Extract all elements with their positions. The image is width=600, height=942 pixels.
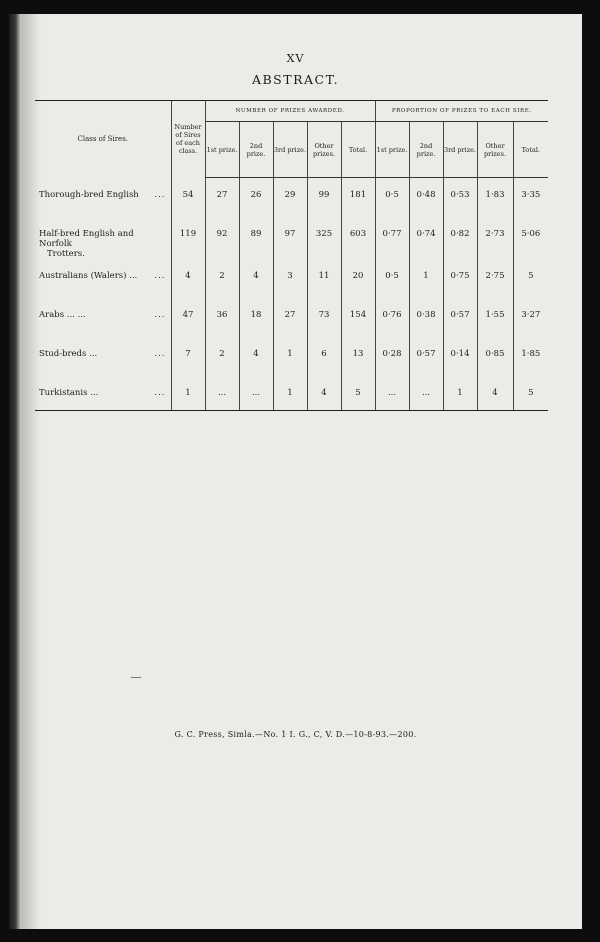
table-header-row: [35, 101, 548, 122]
document-page: [9, 14, 582, 929]
class-name: Arabs ... ...: [39, 310, 86, 320]
proportion-cell: 0·28: [375, 337, 409, 376]
proportion-cell: 1·85: [513, 337, 548, 376]
prize-count-cell: 29: [273, 178, 307, 218]
prize-count-cell: 27: [205, 178, 239, 218]
proportion-cell: 0·75: [443, 259, 477, 298]
class-name-cell: [35, 217, 171, 259]
header-number-of-sires: Number of Sires of each class.: [171, 101, 205, 178]
proportion-cell: 5: [513, 376, 548, 411]
proportion-cell: 1·83: [477, 178, 513, 218]
leader-dots: ...: [154, 388, 166, 398]
proportion-cell: 0·82: [443, 217, 477, 259]
prize-count-cell: 1: [273, 376, 307, 411]
prize-count-cell: 154: [341, 298, 375, 337]
prize-count-cell: 4: [307, 376, 341, 411]
prize-count-cell: 92: [205, 217, 239, 259]
subheader-cell: 1st prize.: [375, 122, 409, 178]
proportion-cell: ...: [409, 376, 443, 411]
binding-spine: [9, 14, 21, 929]
proportion-cell: 0·14: [443, 337, 477, 376]
prize-count-cell: 73: [307, 298, 341, 337]
page-speck: [131, 677, 141, 678]
proportion-cell: 3·35: [513, 178, 548, 218]
prize-count-cell: 26: [239, 178, 273, 218]
prize-count-cell: 99: [307, 178, 341, 218]
abstract-table: [35, 100, 548, 411]
class-name-cell: [35, 298, 171, 337]
proportion-cell: 5: [513, 259, 548, 298]
table-row: [35, 259, 548, 298]
subheader-cell: 2nd prize.: [239, 122, 273, 178]
prize-count-cell: 325: [307, 217, 341, 259]
prize-count-cell: 36: [205, 298, 239, 337]
prize-count-cell: 89: [239, 217, 273, 259]
table-row: [35, 337, 548, 376]
prize-count-cell: 11: [307, 259, 341, 298]
class-name: Turkistanis ...: [39, 388, 99, 398]
table-row: [35, 178, 548, 218]
class-name-continuation: Trotters.: [47, 249, 85, 259]
subheader-cell: Total.: [341, 122, 375, 178]
proportion-cell: 5·06: [513, 217, 548, 259]
proportion-cell: 1·55: [477, 298, 513, 337]
class-name: Stud-breds ...: [39, 349, 98, 359]
leader-dots: ...: [154, 189, 166, 200]
proportion-cell: 3·27: [513, 298, 548, 337]
proportion-cell: 0·5: [375, 178, 409, 218]
class-name: Thorough-bred English: [39, 189, 139, 200]
prize-count-cell: 27: [273, 298, 307, 337]
number-of-sires-cell: 7: [171, 337, 205, 376]
prize-count-cell: 3: [273, 259, 307, 298]
leader-dots: ...: [154, 271, 166, 281]
proportion-cell: 0·38: [409, 298, 443, 337]
proportion-cell: 0·57: [409, 337, 443, 376]
proportion-cell: 0·85: [477, 337, 513, 376]
class-name-cell: [35, 337, 171, 376]
prize-count-cell: ...: [205, 376, 239, 411]
subheader-cell: 1st prize.: [205, 122, 239, 178]
prize-count-cell: 1: [273, 337, 307, 376]
header-class-of-sires: Class of Sires.: [35, 101, 171, 178]
proportion-cell: 0·57: [443, 298, 477, 337]
proportion-cell: 4: [477, 376, 513, 411]
class-name-cell: [35, 259, 171, 298]
proportion-cell: ...: [375, 376, 409, 411]
subheader-cell: 3rd prize.: [273, 122, 307, 178]
proportion-cell: 1: [443, 376, 477, 411]
proportion-cell: 0·5: [375, 259, 409, 298]
prize-count-cell: 20: [341, 259, 375, 298]
prize-count-cell: 97: [273, 217, 307, 259]
printer-imprint: G. C. Press, Simla.—No. 1 I. G., C, V. D.—10-8-93.—200.: [174, 730, 417, 739]
class-name-cell: [35, 178, 171, 218]
number-of-sires-cell: 47: [171, 298, 205, 337]
table-row: [35, 376, 548, 411]
prize-count-cell: 2: [205, 337, 239, 376]
number-of-sires-cell: 1: [171, 376, 205, 411]
prize-count-cell: ...: [239, 376, 273, 411]
prize-count-cell: 5: [341, 376, 375, 411]
proportion-cell: 1: [409, 259, 443, 298]
number-of-sires-cell: 119: [171, 217, 205, 259]
class-name: Half-bred English and Norfolk: [39, 229, 134, 249]
proportion-cell: 0·74: [409, 217, 443, 259]
number-of-sires-cell: 4: [171, 259, 205, 298]
leader-dots: ...: [154, 349, 166, 359]
subheader-cell: Total.: [513, 122, 548, 178]
proportion-cell: 0·76: [375, 298, 409, 337]
prize-count-cell: 181: [341, 178, 375, 218]
proportion-cell: 0·53: [443, 178, 477, 218]
prize-count-cell: 4: [239, 337, 273, 376]
prize-count-cell: 4: [239, 259, 273, 298]
prize-count-cell: 18: [239, 298, 273, 337]
number-of-sires-cell: 54: [171, 178, 205, 218]
subheader-cell: Other prizes.: [307, 122, 341, 178]
proportion-cell: 2·75: [477, 259, 513, 298]
prize-count-cell: 6: [307, 337, 341, 376]
subheader-cell: Other prizes.: [477, 122, 513, 178]
table-row: [35, 217, 548, 259]
class-name-cell: [35, 376, 171, 411]
subheader-cell: 2nd prize.: [409, 122, 443, 178]
page-title: ABSTRACT.: [251, 72, 340, 87]
prize-count-cell: 2: [205, 259, 239, 298]
prize-count-cell: 13: [341, 337, 375, 376]
class-name: Australians (Walers) ...: [39, 271, 138, 281]
header-group-proportion: PROPORTION OF PRIZES TO EACH SIRE.: [375, 101, 548, 122]
proportion-cell: 0·77: [375, 217, 409, 259]
header-group-prizes: NUMBER OF PRIZES AWARDED.: [205, 101, 375, 122]
table-row: [35, 298, 548, 337]
leader-dots: ...: [154, 310, 166, 320]
subheader-cell: 3rd prize.: [443, 122, 477, 178]
prize-count-cell: 603: [341, 217, 375, 259]
proportion-cell: 0·48: [409, 178, 443, 218]
page-number: XV: [286, 52, 305, 65]
proportion-cell: 2·73: [477, 217, 513, 259]
